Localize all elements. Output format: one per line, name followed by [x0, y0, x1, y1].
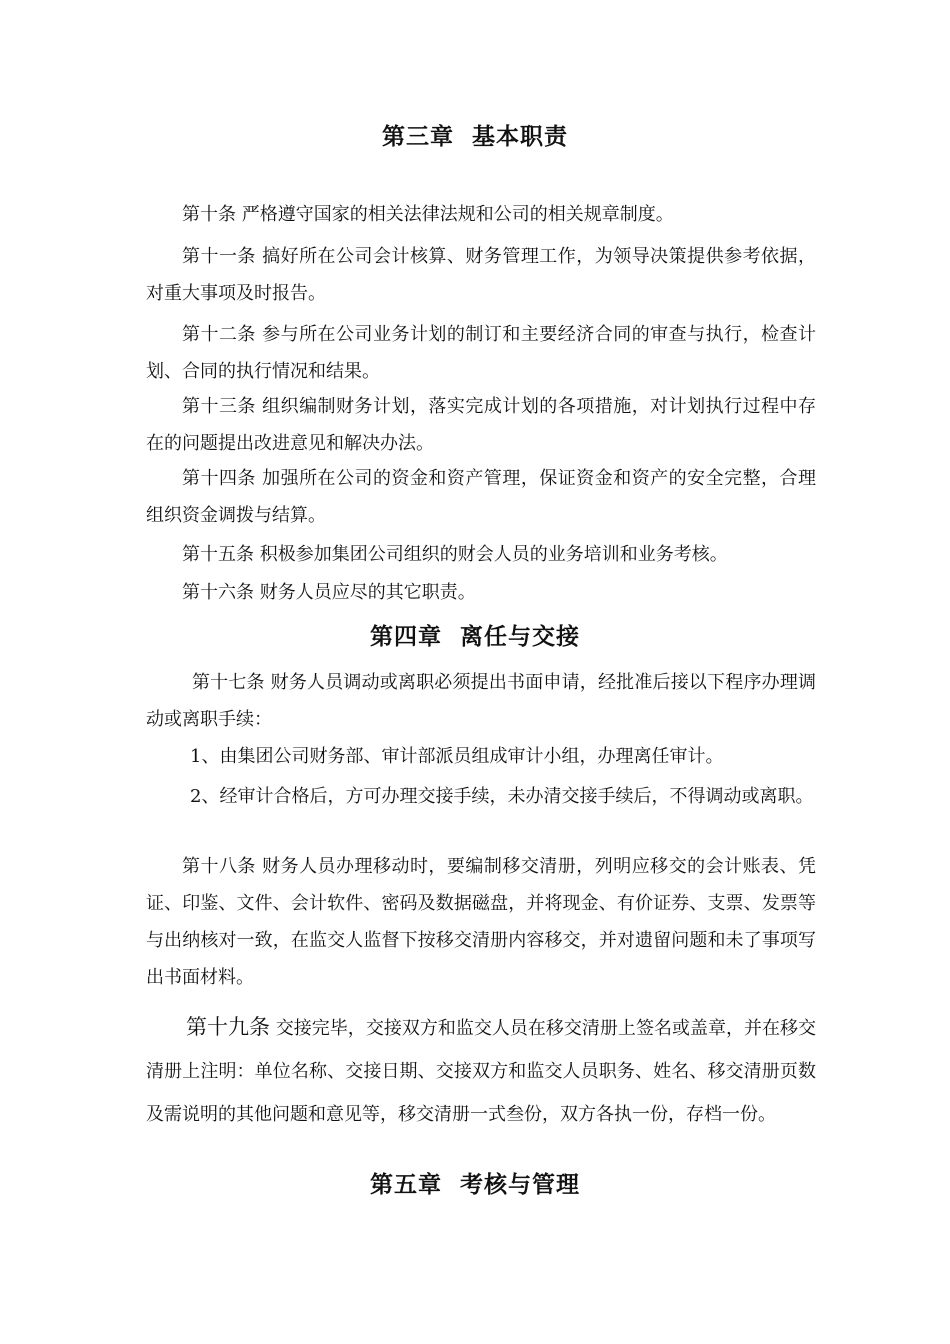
- article-13: 第十三条 组织编制财务计划，落实完成计划的各项措施，对计划执行过程中存在的问题提出改进意见和解决办法。: [146, 396, 816, 454]
- article-16: 第十六条 财务人员应尽的其它职责。: [182, 582, 476, 603]
- article-11: 第十一条 搞好所在公司会计核算、财务管理工作，为领导决策提供参考依据，对重大事项及时报告。: [146, 246, 816, 304]
- article-10: 第十条 严格遵守国家的相关法律法规和公司的相关规章制度。: [182, 204, 674, 225]
- article-19-text: 交接完毕，交接双方和监交人员在移交清册上签名或盖章，并在移交清册上注明：单位名称、交接日期、交接双方和监交人员职务、姓名、移交清册页数及需说明的其他问题和意见等，移交清册一式叁份，双方各执一份，存档一份。: [146, 1018, 817, 1125]
- chapter-4-title: 第四章 离任与交接: [369, 624, 580, 650]
- article-17: 第十七条 财务人员调动或离职必须提出书面申请，经批准后接以下程序办理调动或离职手续：: [146, 672, 816, 730]
- article-17-item-1: 1、由集团公司财务部、审计部派员组成审计小组，办理离任审计。: [190, 746, 724, 767]
- article-17-item-2: 2、经审计合格后，方可办理交接手续，未办清交接手续后，不得调动或离职。: [190, 786, 814, 807]
- article-14: 第十四条 加强所在公司的资金和资产管理，保证资金和资产的安全完整，合理组织资金调拨与结算。: [146, 468, 816, 526]
- article-19-label: 第十九条: [186, 1015, 271, 1039]
- chapter-3-title: 第三章 基本职责: [381, 124, 568, 150]
- article-18: 第十八条 财务人员办理移动时，要编制移交清册，列明应移交的会计账表、凭证、印鉴、文件、会计软件、密码及数据磁盘，并将现金、有价证券、支票、发票等与出纳核对一致，在监交人监督下按移交清册内容移交，并对遗留问题和未了事项写出书面材料。: [146, 856, 816, 988]
- chapter-5-title: 第五章 考核与管理: [369, 1172, 580, 1198]
- article-19: [146, 1006, 816, 1136]
- article-12: 第十二条 参与所在公司业务计划的制订和主要经济合同的审查与执行，检查计划、合同的执行情况和结果。: [146, 324, 816, 382]
- article-15: 第十五条 积极参加集团公司组织的财会人员的业务培训和业务考核。: [182, 544, 728, 565]
